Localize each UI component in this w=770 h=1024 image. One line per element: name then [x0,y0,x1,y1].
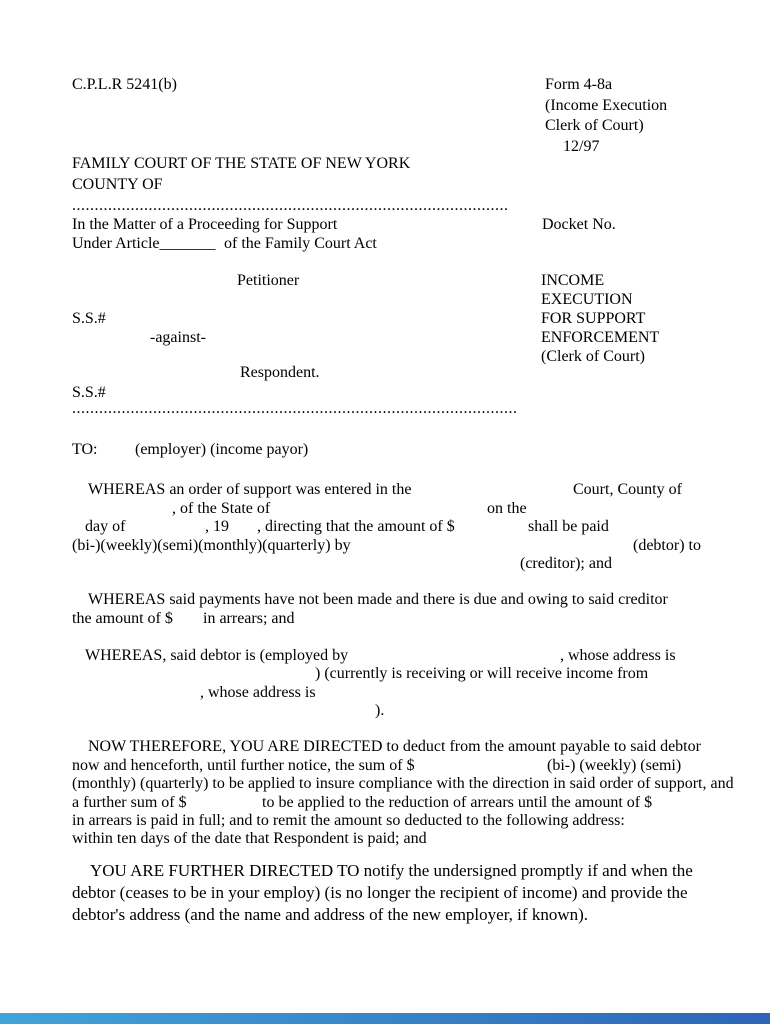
against-label: -against- [150,329,206,346]
further-directive-line-1 [0,861,770,880]
whereas-employment-text-1a: WHEREAS, said debtor is (employed by [85,647,349,664]
whereas-arrears-text-1: WHEREAS said payments have not been made and there is due and owing to said creditor [88,591,668,608]
right-title-execution: EXECUTION [541,291,633,308]
directive-text-4a: a further sum of $ [72,794,187,811]
whereas-order-line-2 [0,500,770,519]
petitioner-row [0,272,770,291]
under-article-row [0,235,770,254]
county-label: COUNTY OF [72,176,163,193]
whereas-order-text-3d: shall be paid [528,518,609,535]
right-title-clerk: (Clerk of Court) [541,348,645,365]
further-directive-text-3: debtor's address (and the name and address of the new employer, if known). [72,905,589,924]
county-row [0,176,770,195]
directive-line-5 [0,812,770,831]
against-row [0,329,770,348]
whereas-employment-text-2: ) (currently is receiving or will receive income from [315,665,649,682]
family-court-act-label: of the Family Court Act [224,235,377,252]
respondent-row [0,364,770,383]
directive-text-1: NOW THEREFORE, YOU ARE DIRECTED to deduct from the amount payable to said debtor [88,738,701,755]
whereas-order-text-1b: Court, County of [573,481,682,498]
court-name: FAMILY COURT OF THE STATE OF NEW YORK [72,155,411,172]
whereas-order-text-3c: , directing that the amount of $ [257,518,455,535]
whereas-employment-line-3 [0,684,770,703]
whereas-order-line-3 [0,518,770,537]
whereas-order-line-5 [0,555,770,574]
form-note-line-2: Clerk of Court) [545,117,644,134]
directive-text-6: within ten days of the date that Respondent is paid; and [72,830,427,847]
whereas-employment-text-3: , whose address is [200,684,316,701]
further-directive-line-2 [0,883,770,902]
to-row [0,441,770,460]
directive-text-4b: to be applied to the reduction of arrears until the amount of $ [262,794,653,811]
ssn-respondent-label: S.S.# [72,384,106,401]
directive-line-4 [0,794,770,813]
whereas-arrears-text-2b: in arrears; and [203,610,295,627]
directive-text-5: in arrears is paid in full; and to remit the amount so deducted to the following address: [72,812,625,829]
directive-line-1 [0,738,770,757]
right-title-for-support: FOR SUPPORT [541,310,646,327]
respondent-label: Respondent. [240,364,320,381]
right-title-income: INCOME [541,272,605,289]
to-payor: (employer) (income payor) [135,441,309,458]
caption-divider-bottom-row [0,400,770,419]
matter-line: In the Matter of a Proceeding for Support [72,216,338,233]
further-directive-text-1: YOU ARE FURTHER DIRECTED TO notify the undersigned promptly if and when the [90,861,693,880]
form-number: Form 4-8a [545,76,613,93]
whereas-employment-line-2 [0,665,770,684]
form-note-line-1: (Income Execution [545,97,668,114]
whereas-employment-line-4 [0,702,770,721]
whereas-order-text-1a: WHEREAS an order of support was entered in the [88,481,412,498]
cplr-citation: C.P.L.R 5241(b) [72,76,177,93]
footer-accent-bar [0,1013,770,1024]
petitioner-label: Petitioner [237,272,300,289]
ssn-petitioner-label: S.S.# [72,310,106,327]
whereas-employment-line-1 [0,647,770,666]
whereas-order-line-1 [0,481,770,500]
whereas-order-text-2a: , of the State of [172,500,271,517]
to-label: TO: [72,441,98,458]
header-row-1 [0,76,770,95]
directive-line-6 [0,830,770,849]
header-row-3 [0,117,770,136]
header-row-2 [0,97,770,116]
further-directive-text-2: debtor (ceases to be in your employ) (is no longer the recipient of income) and provide the [72,883,688,902]
directive-line-3 [0,775,770,794]
further-directive-line-3 [0,905,770,924]
caption-divider-top: ................................................................................................. [72,197,509,214]
directive-text-3: (monthly) (quarterly) to be applied to insure compliance with the direction in said order of support, and [72,775,734,792]
whereas-order-text-4a: (bi-)(weekly)(semi)(monthly)(quarterly) by [72,537,351,554]
directive-text-2b: (bi-) (weekly) (semi) [547,757,682,774]
whereas-order-text-4b: (debtor) to [633,537,701,554]
whereas-arrears-text-2a: the amount of $ [72,610,173,627]
directive-text-2a: now and henceforth, until further notice, the sum of $ [72,757,415,774]
ssn-petitioner-row [0,310,770,329]
whereas-employment-text-4: ). [375,702,385,719]
docket-label: Docket No. [542,216,616,233]
caption-divider-top-row [0,197,770,216]
whereas-order-text-2b: on the [487,500,527,517]
right-title-row-2 [0,291,770,310]
right-title-enforcement: ENFORCEMENT [541,329,660,346]
whereas-arrears-line-1 [0,591,770,610]
form-revision-date: 12/97 [563,138,600,155]
under-article-blank: Under Article_______ [72,235,216,252]
directive-line-2 [0,757,770,776]
caption-divider-bottom: ................................................................................................... [72,400,518,417]
matter-row [0,216,770,235]
whereas-order-line-4 [0,537,770,556]
court-name-row [0,155,770,174]
whereas-order-text-3a: day of [85,518,126,535]
whereas-order-text-3b: , 19 [205,518,229,535]
whereas-employment-text-1b: , whose address is [560,647,676,664]
whereas-order-text-5: (creditor); and [520,555,612,572]
whereas-arrears-line-2 [0,610,770,629]
